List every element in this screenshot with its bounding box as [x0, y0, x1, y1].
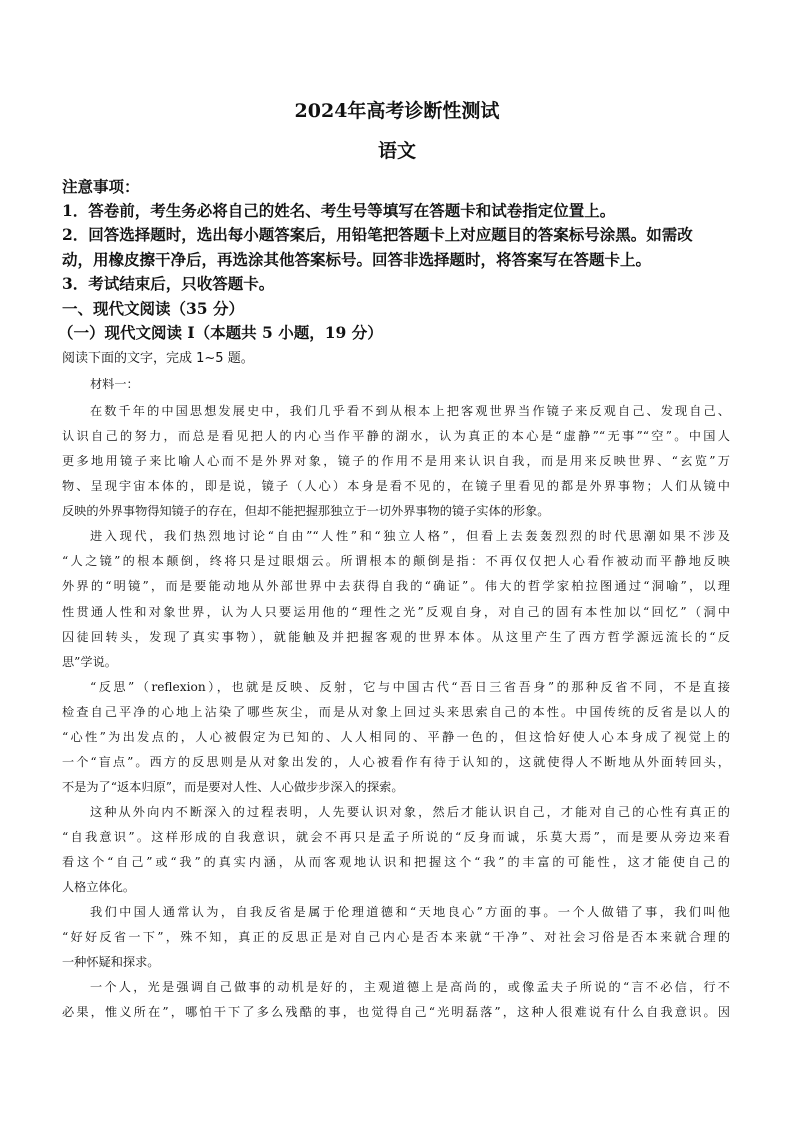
passage-line: “自我意识”。这样形成的自我意识，就会不再只是孟子所说的“反身而诚，乐莫大焉”，而是要从旁边来看	[62, 830, 730, 844]
passage-line: “心性”为出发点的，人心被假定为已知的、人人相同的、平静一色的，但这恰好使人心本身成了视觉上的	[62, 730, 730, 744]
passage-line: 物、呈现宇宙本体的，即是说，镜子（人心）本身是看不见的，在镜子里看见的都是外界事物；人们从镜中	[62, 479, 730, 493]
exam-title: 2024年高考诊断性测试	[294, 100, 500, 122]
reading-instruction: 阅读下面的文字，完成 1~5 题。	[62, 351, 254, 366]
passage-line: 思”学说。	[62, 655, 117, 669]
passage-line: 检查自己平净的心地上沾染了哪些灰尘，而是从对象上回过头来思索自己的本性。中国传统的反省是以人的	[62, 705, 730, 719]
passage-line: 囚徒回转头，发现了真实事物），就能触及并把握客观的世界本体。从这里产生了西方哲学源远流长的“反	[62, 630, 730, 644]
passage-line: 一种怀疑和探求。	[62, 955, 160, 969]
notice-item-2: 2．回答选择题时，选出每小题答案后，用铅笔把答题卡上对应题目的答案标号涂黑。如需改	[62, 225, 693, 244]
notice-heading: 注意事项：	[62, 177, 140, 196]
passage-line: 外界的“明镜”，而是要能动地从外部世界中去获得自我的“确证”。伟大的哲学家柏拉图通过“洞喻”，以理	[62, 579, 730, 593]
subsection-heading: （一）现代文阅读 I（本题共 5 小题，19 分）	[58, 323, 383, 342]
notice-item-1: 1．答卷前，考生务必将自己的姓名、考生号等填写在答题卡和试卷指定位置上。	[62, 201, 616, 220]
passage-line: “人之镜”的根本颠倒，终将只是过眼烟云。所谓根本的颠倒是指：不再仅仅把人心看作被动而平静地反映	[62, 554, 730, 568]
passage-line: 我们中国人通常认为，自我反省是属于伦理道德和“天地良心”方面的事。一个人做错了事，我们叫他	[90, 905, 730, 919]
passage-line: “反思”（reflexion），也就是反映、反射，它与中国古代“吾日三省吾身”的那种反省不同，不是直接	[90, 680, 730, 694]
section-heading: 一、现代文阅读（35 分）	[62, 299, 244, 318]
passage-line: 更多地用镜子来比喻人心而不是外界对象，镜子的作用不是用来认识自我，而是用来反映世界、“玄览”万	[62, 454, 730, 468]
passage-line: 看这个“自己”或“我”的真实内涵，从而客观地认识和把握这个“我”的丰富的可能性，这才能使自己的	[62, 855, 730, 869]
passage-line: 不是为了“返本归原”，而是要对人性、人心做步步深入的探索。	[62, 780, 404, 794]
passage-line: 必果，惟义所在”，哪怕干下了多么残酷的事，也觉得自己“光明磊落”，这种人很难说有什么自我意识。因	[62, 1005, 730, 1019]
passage-line: 一个人，光是强调自己做事的动机是好的，主观道德上是高尚的，或像孟夫子所说的“言不必信，行不	[90, 980, 730, 994]
subject-title: 语文	[377, 140, 416, 162]
passage-line: 在数千年的中国思想发展史中，我们几乎看不到从根本上把客观世界当作镜子来反观自己、发现自己、	[90, 404, 730, 418]
passage-line: 进入现代，我们热烈地讨论“自由”“人性”和“独立人格”，但看上去轰轰烈烈的时代思潮如果不涉及	[90, 529, 730, 543]
passage-line: 认识自己的努力，而总是看见把人的内心当作平静的湖水，认为真正的本心是“虚静”“无事”“空”。中国人	[62, 429, 730, 443]
passage-line: 性贯通人性和对象世界，认为人只要运用他的“理性之光”反观自身，对自己的固有本性加以“回忆”（洞中	[62, 605, 730, 619]
passage-line: 一个“盲点”。西方的反思则是从对象出发的，人心被看作有待于认知的，这就使得人不断地从外面转回头，	[62, 755, 730, 769]
notice-item-2-continued: 动，用橡皮擦干净后，再选涂其他答案标号。回答非选择题时，将答案写在答题卡上。	[62, 250, 652, 269]
passage-line: 反映的外界事物得知镜子的存在，但却不能把握那独立于一切外界事物的镜子实体的形象。	[62, 504, 550, 518]
passage-line: “好好反省一下”，殊不知，真正的反思正是对自己内心是否本来就“干净”、对社会习俗是否本来就合理的	[62, 930, 730, 944]
passage-line: 这种从外向内不断深入的过程表明，人先要认识对象，然后才能认识自己，才能对自己的心性有真正的	[90, 805, 730, 819]
notice-item-3: 3．考试结束后，只收答题卡。	[62, 274, 275, 293]
passage-line: 人格立体化。	[62, 880, 136, 894]
material-label: 材料一：	[90, 377, 139, 391]
